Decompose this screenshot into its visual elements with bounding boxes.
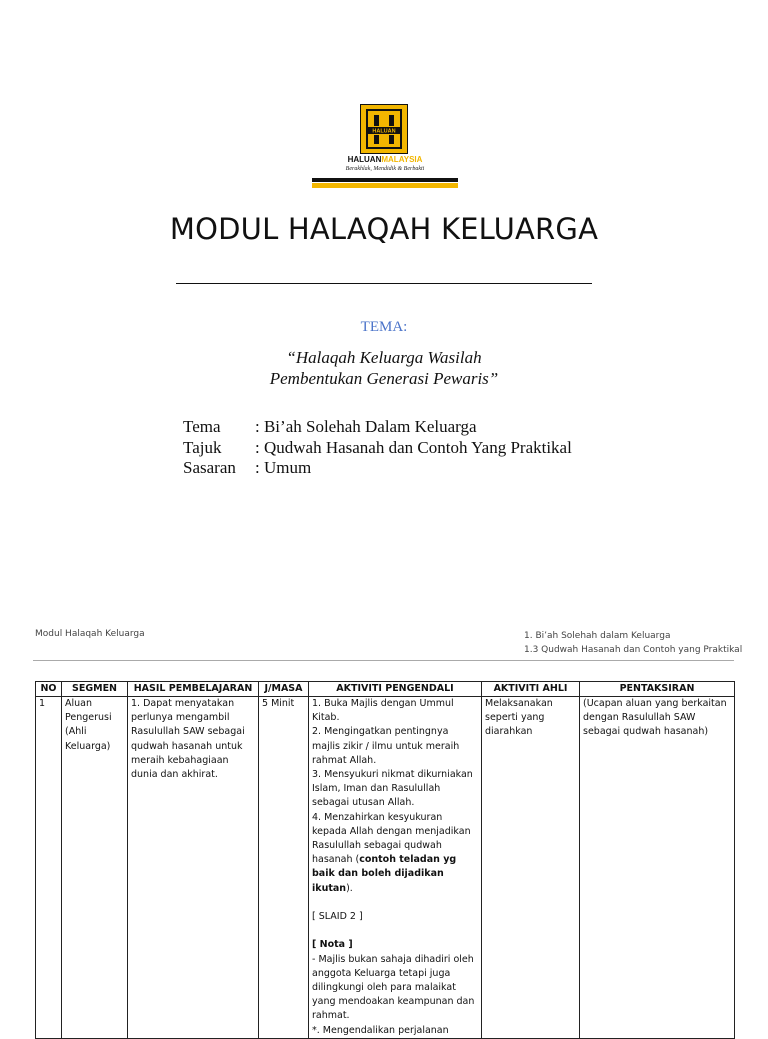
step-continued: *. Mengendalikan perjalanan	[312, 1024, 449, 1036]
note-text: - Majlis bukan sahaja dihadiri oleh anggota Keluarga tetapi juga dilingkungi oleh para malaikat yang mendoakan keampunan dan rahmat.	[312, 953, 475, 1022]
step-2: 2. Mengingatkan pentingnya majlis zikir / ilmu untuk meraih rahmat Allah.	[312, 726, 460, 766]
meta-label: Tajuk	[183, 437, 222, 457]
page-header-right-line-2: 1.3 Qudwah Hasanah dan Contoh yang Praktikal	[524, 645, 743, 655]
theme-quote-line-2: Pembentukan Generasi Pewaris”	[269, 369, 499, 388]
meta-label: Tema	[183, 417, 221, 436]
logo-name	[312, 155, 458, 165]
step-4-text: 4. Menzahirkan kesyukuran kepada Allah dengan menjadikan Rasulullah sebagai qudwah hasanah (	[312, 811, 471, 866]
cell-jmasa: 5 Minit	[259, 697, 309, 1039]
step-4-end: ).	[346, 882, 353, 894]
logo-tagline: Berakhlak, Mendidik & Berbakti	[345, 166, 425, 172]
step-3: 3. Mensyukuri nikmat dikurniakan Islam, Iman dan Rasulullah sebagai utusan Allah.	[312, 769, 473, 809]
module-activity-table	[35, 681, 735, 1039]
cell-aktiviti-pengendali	[309, 697, 482, 1039]
meta-label: Sasaran	[183, 458, 236, 477]
column-header-segmen: SEGMEN	[62, 682, 128, 697]
table-row	[36, 697, 735, 1039]
column-header-no: NO	[36, 682, 62, 697]
document-title: MODUL HALAQAH KELUARGA	[169, 212, 599, 246]
logo-mark-text: HALUAN	[372, 128, 396, 135]
logo-bar-black	[312, 178, 458, 182]
title-underline	[176, 283, 592, 284]
page-header-left: Modul Halaqah Keluarga	[35, 629, 145, 639]
page-header-right	[524, 629, 742, 657]
meta-row-tajuk	[183, 438, 572, 459]
logo-emblem	[360, 104, 408, 154]
step-4-emphasis: contoh teladan yg baik dan boleh dijadikan ikutan	[312, 854, 457, 894]
cell-pentaksiran: (Ucapan aluan yang berkaitan dengan Rasulullah SAW sebagai qudwah hasanah)	[580, 697, 735, 1039]
slide-reference: [ SLAID 2 ]	[312, 911, 363, 923]
theme-quote	[0, 347, 768, 389]
cell-segmen: Aluan Pengerusi (Ahli Keluarga)	[62, 697, 128, 1039]
module-meta-list	[183, 417, 572, 479]
meta-row-tema	[183, 417, 572, 438]
column-header-jmasa: J/MASA	[259, 682, 309, 697]
note-label: [ Nota ]	[312, 939, 353, 951]
cell-aktiviti-ahli: Melaksanakan seperti yang diarahkan	[482, 697, 580, 1039]
column-header-aktiviti-ahli: AKTIVITI AHLI	[482, 682, 580, 697]
theme-quote-line-1: “Halaqah Keluarga Wasilah	[286, 348, 482, 367]
logo-name-part2: MALAYSIA	[381, 155, 423, 164]
table-header-row	[36, 682, 735, 697]
page-header-right-line-1: 1. Bi’ah Solehah dalam Keluarga	[524, 631, 671, 641]
page-header-rule	[33, 660, 734, 661]
meta-value: : Umum	[255, 458, 312, 477]
column-header-hasil-pembelajaran: HASIL PEMBELAJARAN	[128, 682, 259, 697]
logo-name-part1: HALUAN	[347, 155, 382, 164]
column-header-pentaksiran: PENTAKSIRAN	[580, 682, 735, 697]
tema-heading: TEMA:	[360, 319, 408, 335]
step-4	[312, 811, 478, 896]
cell-no: 1	[36, 697, 62, 1039]
meta-row-sasaran	[183, 458, 572, 479]
organization-logo	[312, 104, 458, 190]
meta-value: : Qudwah Hasanah dan Contoh Yang Praktikal	[255, 437, 572, 457]
logo-bar-yellow	[312, 183, 458, 188]
meta-value: : Bi’ah Solehah Dalam Keluarga	[255, 417, 477, 436]
step-1: 1. Buka Majlis dengan Ummul Kitab.	[312, 698, 454, 724]
cell-hasil-pembelajaran: 1. Dapat menyatakan perlunya mengambil Rasulullah SAW sebagai qudwah hasanah untuk meraih kebahagiaan dunia dan akhirat.	[128, 697, 259, 1039]
column-header-aktiviti-pengendali: AKTIVITI PENGENDALI	[309, 682, 482, 697]
logo-emblem-graphic	[361, 105, 407, 153]
